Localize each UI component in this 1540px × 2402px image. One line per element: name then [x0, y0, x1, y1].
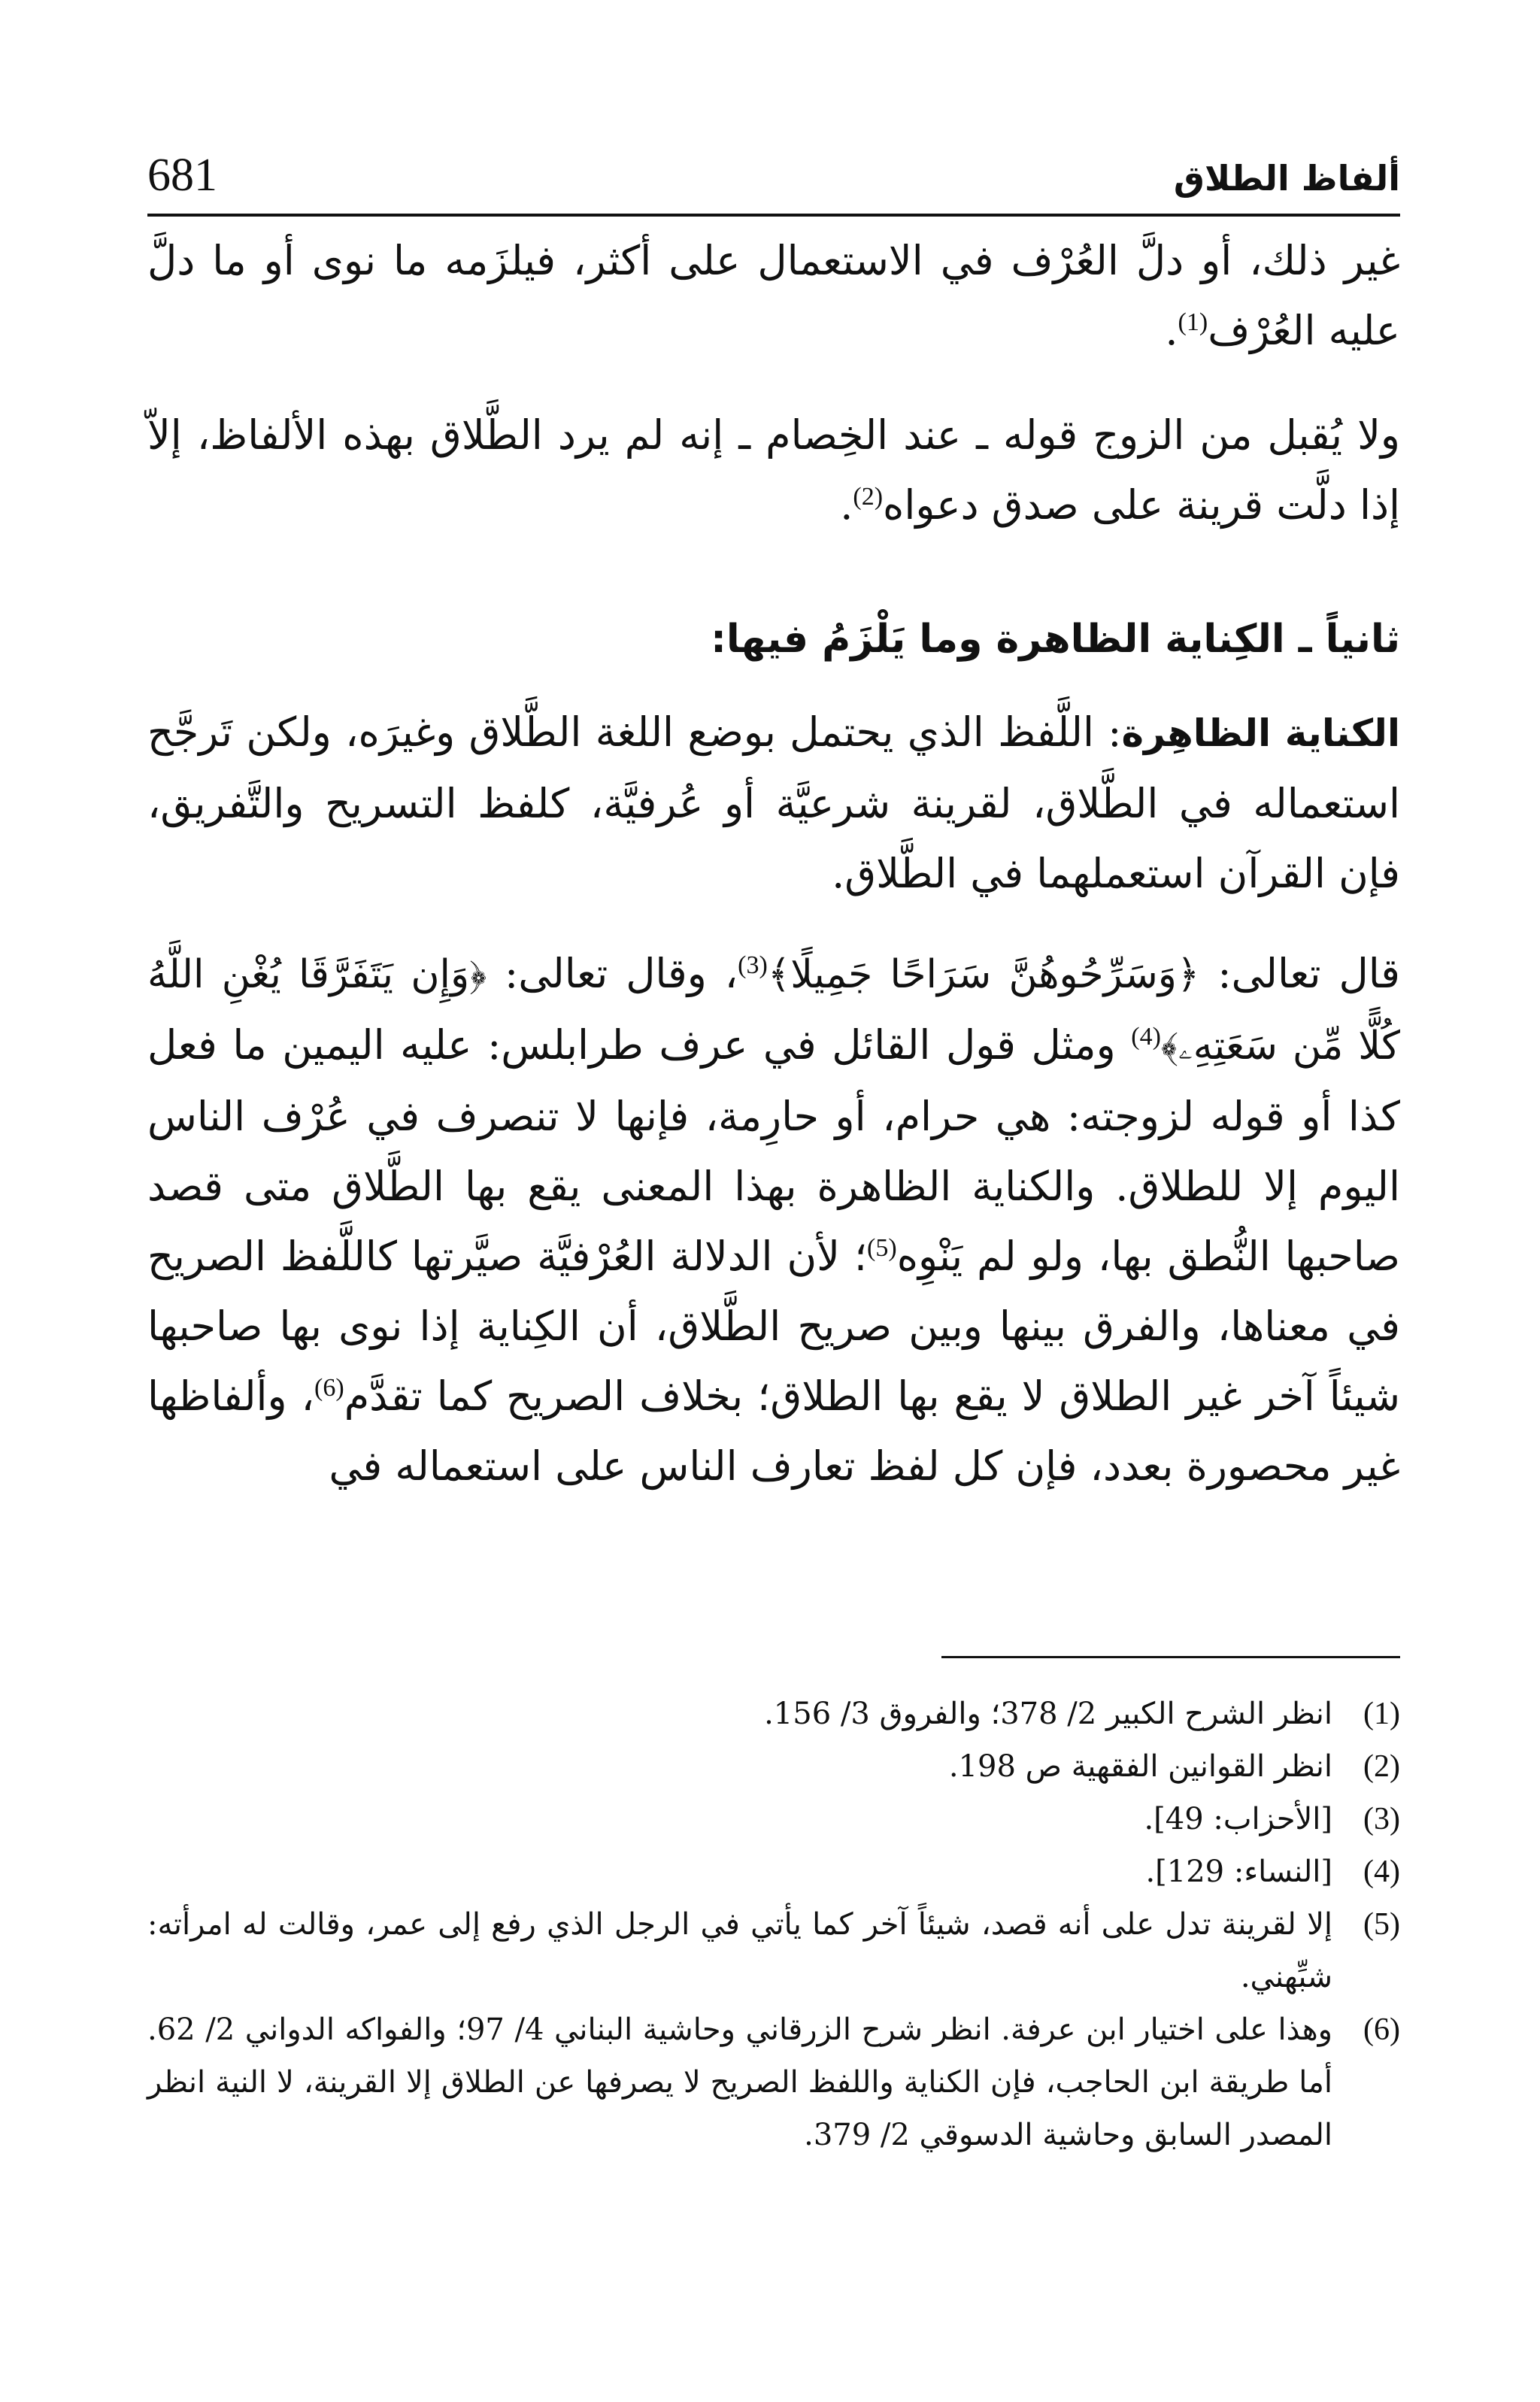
- running-header: [147, 126, 1400, 217]
- paragraph-text: : اللَّفظ الذي يحتمل بوضع اللغة الطَّلاق وغيرَه، ولكن تَرجَّح استعماله في الطَّلاق، لقرينة شرعيَّة أو عُرفيَّة، كلفظ التسريح والتَّفريق، فإن القرآن استعملهما في الطَّلاق.: [147, 708, 1400, 897]
- paragraph-text: ، وألفاظها غير محصورة بعدد، فإن كل لفظ تعارف الناس على استعماله في: [147, 1372, 1400, 1490]
- footnote: [147, 1793, 1400, 1845]
- paragraph-end: .: [1165, 307, 1178, 354]
- quran-verse: ﴿وَإِن يَتَفَرَّقَا يُغْنِ اللَّهُ كُلًّا مِّن سَعَتِهِۦ﴾: [147, 952, 1400, 1069]
- footnote-ref[interactable]: (2): [853, 483, 884, 511]
- footnote-text: وهذا على اختيار ابن عرفة. انظر شرح الزرقاني وحاشية البناني 4/ 97؛ والفواكه الدواني 2/ 62. أما طريقة ابن الحاجب، فإن الكناية واللفظ الصريح لا يصرفها عن الطلاق إلا القرينة، لا النية انظر المصدر السابق وحاشية الدسوقي 2/ 379.: [147, 2012, 1332, 2152]
- footnote: [147, 1898, 1400, 2003]
- footnote-ref[interactable]: (5): [867, 1234, 897, 1262]
- footnote-number: (5): [1363, 1907, 1400, 1942]
- footnote-ref[interactable]: (1): [1178, 308, 1208, 336]
- footnote-text: إلا لقرينة تدل على أنه قصد، شيئاً آخر كما يأتي في الرجل الذي رفع إلى عمر، وقالت له امرأته: شبِّهني.: [147, 1907, 1332, 1994]
- footnote: [147, 1845, 1400, 1898]
- paragraph: [147, 939, 1400, 1501]
- paragraph-text: ؛ لأن الدلالة العُرْفيَّة صيَّرتها كاللَّفظ الصريح في معناها، والفرق بينها وبين صريح الطَّلاق، أن الكِناية إذا نوى بها صاحبها شيئاً آخر غير الطلاق لا يقع بها الطلاق؛ بخلاف الصريح كما تقدَّم: [147, 1233, 1400, 1420]
- footnote: [147, 1740, 1400, 1793]
- footnote-text: [النساء: 129].: [1145, 1855, 1332, 1889]
- paragraph-text: ومثل قول القائل في عرف طرابلس: عليه اليمين ما فعل كذا أو قوله لزوجته: هي حرام، أو حارِمة، فإنها لا تنصرف في عُرْف الناس اليوم إلا للطلاق. والكناية الظاهرة بهذا المعنى يقع بها الطَّلاق متى قصد صاحبها النُّطق بها، ولو لم يَنْوِه: [147, 1021, 1400, 1280]
- paragraph: [147, 226, 1400, 365]
- paragraph-text: ، وقال تعالى:: [487, 950, 738, 997]
- footnote-number: (2): [1363, 1749, 1400, 1784]
- footnote-text: انظر القوانين الفقهية ص 198.: [948, 1749, 1332, 1784]
- footnote-ref[interactable]: (6): [314, 1374, 344, 1402]
- footnote-number: (3): [1363, 1802, 1400, 1836]
- paragraph-text: ولا يُقبل من الزوج قوله ـ عند الخِصام ـ إنه لم يرد الطَّلاق بهذه الألفاظ، إلاّ إذا دلَّت قرينة على صدق دعواه: [147, 411, 1400, 529]
- footnote: [147, 1688, 1400, 1740]
- footnote-separator: [941, 1656, 1400, 1658]
- chapter-title: ألفاظ الطلاق: [1173, 158, 1400, 199]
- footnote-ref[interactable]: (3): [738, 951, 768, 979]
- section-heading: ثانياً ـ الكِناية الظاهرة وما يَلْزَمُ فيها:: [711, 617, 1400, 662]
- defined-term: الكناية الظاهِرة: [1121, 711, 1400, 755]
- main-text: [147, 226, 1400, 1501]
- footnote-number: (6): [1363, 2012, 1400, 2047]
- footnote-number: (1): [1363, 1697, 1400, 1731]
- footnote-text: انظر الشرح الكبير 2/ 378؛ والفروق 3/ 156.: [764, 1697, 1332, 1731]
- footnote-ref[interactable]: (4): [1131, 1023, 1161, 1051]
- footnote-number: (4): [1363, 1855, 1400, 1889]
- quran-verse: ﴿وَسَرِّحُوهُنَّ سَرَاحًا جَمِيلًا﴾: [767, 952, 1200, 997]
- footnote: [147, 2003, 1400, 2161]
- paragraph: [147, 697, 1400, 908]
- footnotes: [147, 1688, 1400, 2161]
- paragraph-text: غير ذلك، أو دلَّ العُرْف في الاستعمال على أكثر، فيلزَمه ما نوى أو ما دلَّ عليه العُرْف: [147, 237, 1400, 354]
- paragraph: [147, 400, 1400, 540]
- footnote-text: [الأحزاب: 49].: [1144, 1802, 1332, 1836]
- page-number: 681: [147, 150, 217, 201]
- paragraph-intro: قال تعالى:: [1199, 950, 1400, 997]
- paragraph-end: .: [840, 481, 853, 529]
